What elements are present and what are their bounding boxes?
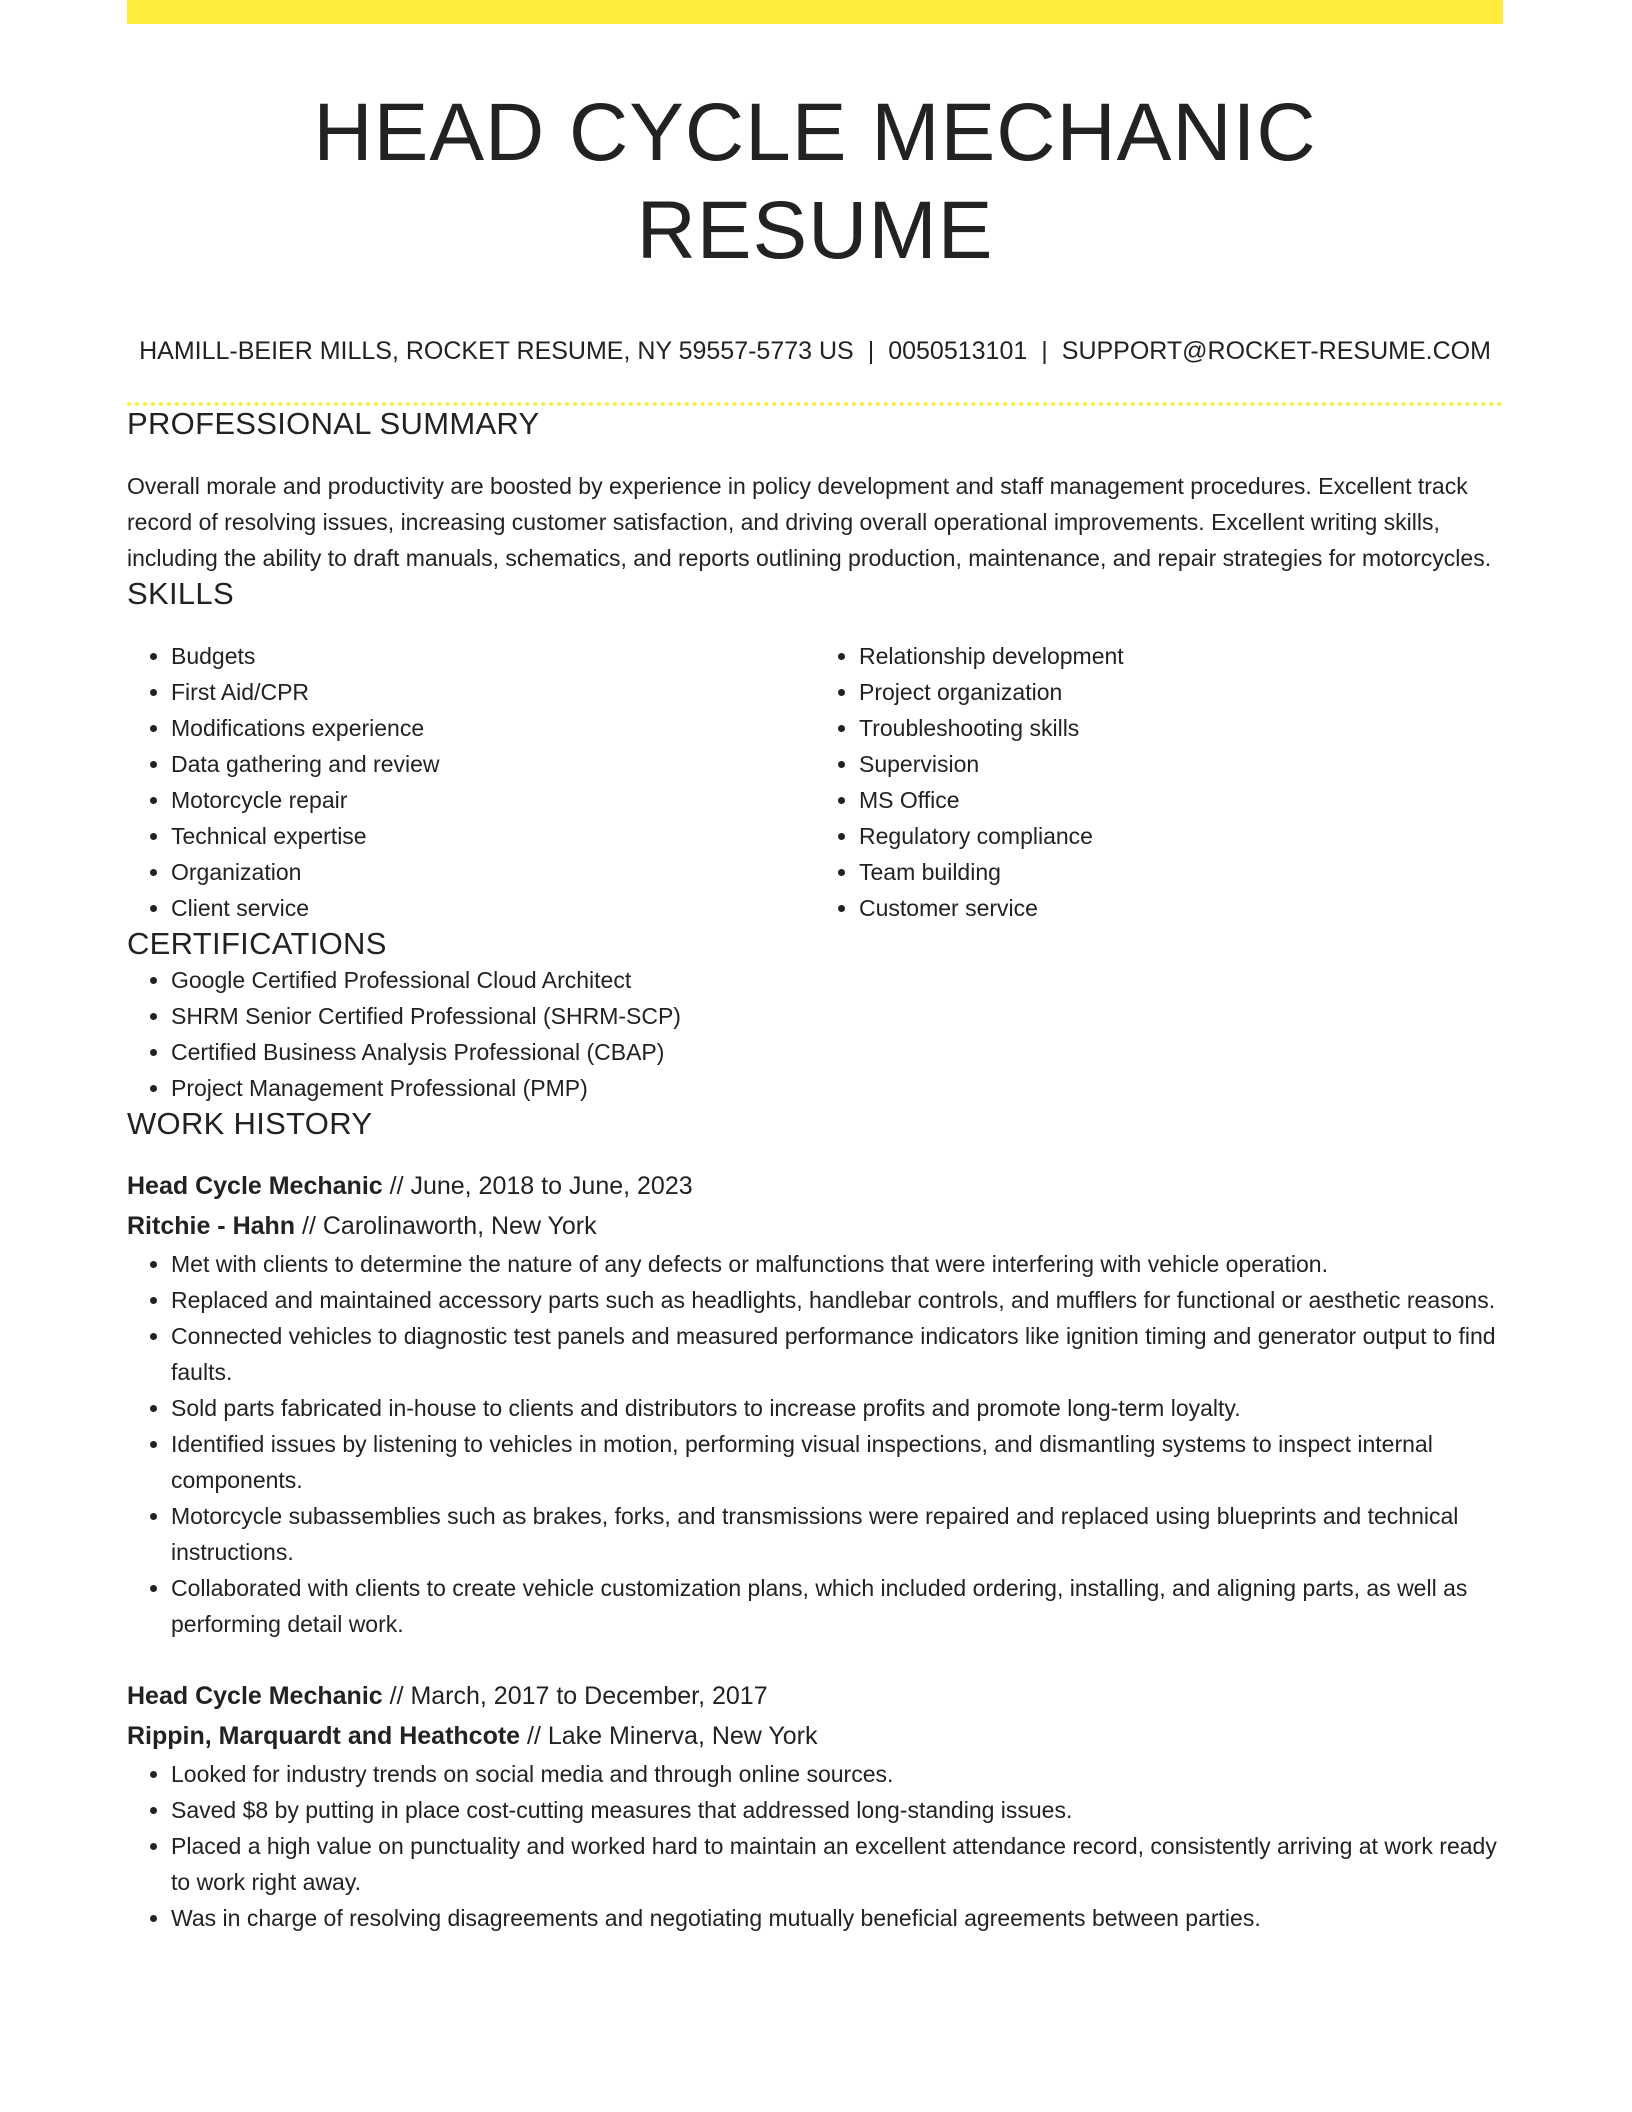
skill-item: • Data gathering and review	[171, 746, 815, 782]
job-bullet: • Met with clients to determine the nature of any defects or malfunctions that were interfering with vehicle operation.	[171, 1246, 1503, 1282]
contact-address: HAMILL-BEIER MILLS, ROCKET RESUME, NY 59557-5773 US	[139, 336, 854, 365]
skills-column-right	[815, 638, 1503, 926]
skill-item: • MS Office	[859, 782, 1503, 818]
job-bullet: • Was in charge of resolving disagreements and negotiating mutually beneficial agreements between parties.	[171, 1900, 1503, 1936]
job-bullet: • Connected vehicles to diagnostic test panels and measured performance indicators like ignition timing and generator output to find faults.	[171, 1318, 1503, 1390]
job-company: Ritchie - Hahn	[127, 1211, 296, 1240]
job-title-line	[127, 1676, 1503, 1716]
contact-separator: |	[867, 336, 875, 365]
skill-item: • Team building	[859, 854, 1503, 890]
job-bullet: • Saved $8 by putting in place cost-cutting measures that addressed long-standing issues.	[171, 1792, 1503, 1828]
job-bullet: • Sold parts fabricated in-house to clients and distributors to increase profits and promote long-term loyalty.	[171, 1390, 1503, 1426]
certification-item: • SHRM Senior Certified Professional (SHRM-SCP)	[171, 998, 1503, 1034]
job-entry	[127, 1166, 1503, 1642]
resume-title: HEAD CYCLE MECHANIC RESUME	[313, 87, 1317, 277]
skill-item: • Project organization	[859, 674, 1503, 710]
job-bullet-list	[127, 1246, 1503, 1642]
skills-grid	[127, 638, 1503, 926]
job-role: Head Cycle Mechanic	[127, 1681, 383, 1710]
skill-item: • Troubleshooting skills	[859, 710, 1503, 746]
certifications-heading: CERTIFICATIONS	[127, 925, 387, 961]
skills-list-left	[127, 638, 815, 926]
certification-item: • Project Management Professional (PMP)	[171, 1070, 1503, 1106]
contact-line	[127, 337, 1503, 366]
skill-item: • Customer service	[859, 890, 1503, 926]
skill-item: • Client service	[171, 890, 815, 926]
job-location: // Carolinaworth, New York	[295, 1211, 597, 1240]
skill-item: • Motorcycle repair	[171, 782, 815, 818]
job-bullet-list	[127, 1756, 1503, 1936]
resume-page	[127, 0, 1503, 1936]
skill-item: • Budgets	[171, 638, 815, 674]
job-title-line	[127, 1166, 1503, 1206]
skills-list-right	[815, 638, 1503, 926]
job-location: // Lake Minerva, New York	[520, 1721, 818, 1750]
job-company: Rippin, Marquardt and Heathcote	[127, 1721, 521, 1750]
certifications-list	[127, 962, 1503, 1106]
job-bullet: • Collaborated with clients to create vehicle customization plans, which included ordering, installing, and aligning parts, as well as performing detail work.	[171, 1570, 1503, 1642]
skill-item: • Modifications experience	[171, 710, 815, 746]
job-company-line	[127, 1206, 1503, 1246]
job-company-line	[127, 1716, 1503, 1756]
job-bullet: • Looked for industry trends on social media and through online sources.	[171, 1756, 1503, 1792]
job-role: Head Cycle Mechanic	[127, 1171, 383, 1200]
skill-item: • Supervision	[859, 746, 1503, 782]
summary-text: Overall morale and productivity are boosted by experience in policy development and staff management procedures. Excellent track record of resolving issues, increasing customer satisfaction, and driving overall operational improvements. Excellent writing skills, including the ability to draft manuals, schematics, and reports outlining production, maintenance, and repair strategies for motorcycles.	[127, 472, 1492, 571]
contact-separator: |	[1041, 336, 1048, 365]
job-entry	[127, 1676, 1503, 1936]
contact-phone: 0050513101	[888, 336, 1028, 365]
work-history-heading: WORK HISTORY	[127, 1105, 373, 1141]
skill-item: • First Aid/CPR	[171, 674, 815, 710]
certification-item: • Certified Business Analysis Professional (CBAP)	[171, 1034, 1503, 1070]
skill-item: • Technical expertise	[171, 818, 815, 854]
job-bullet: • Placed a high value on punctuality and worked hard to maintain an excellent attendance record, consistently arriving at work ready to work right away.	[171, 1828, 1503, 1900]
skill-item: • Relationship development	[859, 638, 1503, 674]
job-bullet: • Motorcycle subassemblies such as brakes, forks, and transmissions were repaired and replaced using blueprints and technical instructions.	[171, 1498, 1503, 1570]
job-dates: // June, 2018 to June, 2023	[382, 1171, 693, 1200]
skill-item: • Regulatory compliance	[859, 818, 1503, 854]
job-bullet: • Replaced and maintained accessory parts such as headlights, handlebar controls, and mufflers for functional or aesthetic reasons.	[171, 1282, 1503, 1318]
skill-item: • Organization	[171, 854, 815, 890]
certification-item: • Google Certified Professional Cloud Architect	[171, 962, 1503, 998]
skills-column-left	[127, 638, 815, 926]
job-bullet: • Identified issues by listening to vehicles in motion, performing visual inspections, and dismantling systems to inspect internal components.	[171, 1426, 1503, 1498]
accent-top-bar	[127, 0, 1503, 24]
summary-heading: PROFESSIONAL SUMMARY	[127, 405, 540, 441]
skills-heading: SKILLS	[127, 575, 234, 611]
contact-email: SUPPORT@ROCKET-RESUME.COM	[1061, 336, 1491, 365]
job-dates: // March, 2017 to December, 2017	[382, 1681, 768, 1710]
